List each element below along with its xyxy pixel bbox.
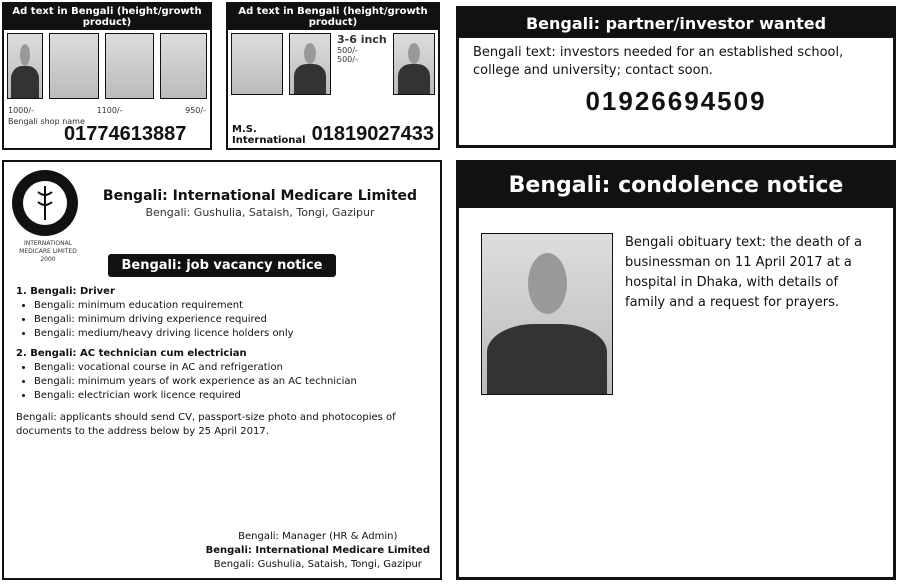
deceased-portrait <box>481 233 613 395</box>
product-photo <box>105 33 154 99</box>
price: 500/- <box>337 55 358 64</box>
ad1-phone: 01774613887 <box>64 123 187 145</box>
price: 1000/- <box>8 106 34 115</box>
signer-role: Bengali: Manager (HR & Admin) <box>238 531 398 542</box>
height-ad-2 <box>226 2 440 150</box>
partner-phone: 01926694509 <box>585 86 767 116</box>
job-requirement: • Bengali: medium/heavy driving licence holders only <box>34 327 428 341</box>
job-requirement: • Bengali: electrician work licence required <box>34 389 428 403</box>
product-photo <box>160 33 207 99</box>
signer-company: Bengali: International Medicare Limited <box>205 545 430 556</box>
man-photo <box>393 33 435 95</box>
ad2-phone: 01819027433 <box>311 123 434 145</box>
job-title: 1. Bengali: Driver <box>16 286 115 297</box>
signer-address: Bengali: Gushulia, Sataish, Tongi, Gazipur <box>213 559 422 570</box>
logo-year: 2000 <box>40 256 56 263</box>
height-label: 3-6 inch <box>337 33 387 46</box>
ad2-headline: Ad text in Bengali (height/growth product) <box>228 4 438 30</box>
job-title: 2. Bengali: AC technician cum electrician <box>16 348 247 359</box>
job-notice <box>2 160 442 580</box>
job-requirement: • Bengali: minimum education requirement <box>34 299 428 313</box>
ad1-brand: Bengali shop name <box>8 117 85 126</box>
job-requirement: • Bengali: vocational course in AC and refrigeration <box>34 361 428 375</box>
price: 1100/- <box>96 106 123 115</box>
job-requirement: • Bengali: minimum driving experience required <box>34 313 428 327</box>
man-photo <box>289 33 331 95</box>
price: 500/- <box>337 46 358 55</box>
height-ad-1 <box>2 2 212 150</box>
obituary-body: Bengali obituary text: the death of a businessman on 11 April 2017 at a hospital in Dhaka, with details of family and a request for prayers. <box>625 235 862 310</box>
ad2-brand: M.S. International <box>232 124 306 146</box>
job-requirement: • Bengali: minimum years of work experience as an AC technician <box>34 375 428 389</box>
company-address: Bengali: Gushulia, Sataish, Tongi, Gazipur <box>145 205 375 219</box>
price: 950/- <box>185 106 206 115</box>
obituary <box>456 160 896 580</box>
product-photo <box>49 33 98 99</box>
ad1-headline: Ad text in Bengali (height/growth product) <box>4 4 210 30</box>
partner-wanted-ad <box>456 6 896 148</box>
notice-title: Bengali: job vacancy notice <box>108 254 336 277</box>
partner-title: Bengali: partner/investor wanted <box>459 9 893 38</box>
partner-body: Bengali text: investors needed for an established school, college and university; contact soon. <box>473 45 844 78</box>
apply-instructions: Bengali: applicants should send CV, passport-size photo and photocopies of documents to the address below by 25 April 2017. <box>16 412 396 437</box>
obituary-title: Bengali: condolence notice <box>459 163 893 208</box>
man-photo <box>7 33 43 99</box>
company-name: Bengali: International Medicare Limited <box>102 187 418 204</box>
medicare-logo-icon <box>10 168 80 238</box>
logo-text: INTERNATIONAL MEDICARE LIMITED <box>19 240 77 255</box>
product-photo <box>231 33 283 95</box>
